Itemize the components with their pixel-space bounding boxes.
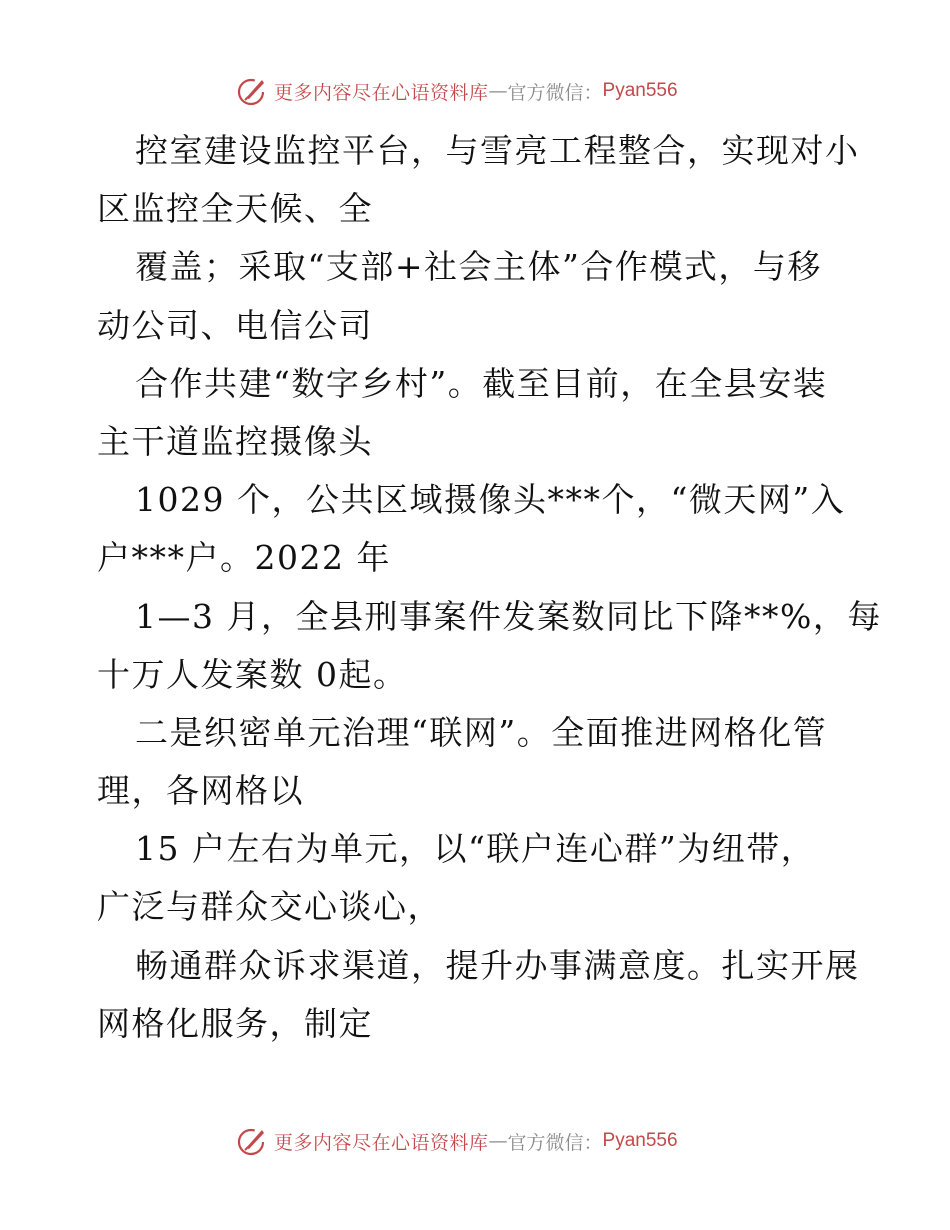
watermark-text: 更多内容尽在心语资料库 — [274, 81, 489, 104]
text-line: 理，各网格以 — [97, 771, 304, 811]
feather-pen-logo-icon — [236, 74, 270, 108]
watermark-dash: — — [488, 1130, 508, 1152]
text-line: 网格化服务，制定 — [97, 1003, 373, 1043]
footer-watermark — [236, 1124, 678, 1158]
text-line: 户***户。2022 年 — [97, 538, 391, 578]
text-line: 15 户左右为单元，以“联户连心群”为纽带， — [135, 829, 816, 869]
watermark-dash: — — [488, 80, 508, 102]
text-line: 动公司、电信公司 — [97, 305, 373, 345]
text-line: 覆盖；采取“支部+社会主体”合作模式，与移 — [135, 247, 822, 287]
text-line: 合作共建“数字乡村”。截至目前，在全县安装 — [135, 363, 828, 403]
text-line: 区监控全天候、全 — [97, 189, 373, 229]
text-line: 广泛与群众交心谈心， — [97, 887, 442, 927]
watermark-text: 更多内容尽在心语资料库 — [274, 1131, 489, 1154]
watermark-sub: 官方微信： — [507, 81, 603, 104]
text-line: 主干道监控摄像头 — [97, 421, 373, 461]
text-line: 1029 个，公共区域摄像头***个，“微天网”入 — [135, 480, 846, 520]
text-line: 1—3 月，全县刑事案件发案数同比下降**%，每 — [135, 596, 882, 636]
text-line: 畅通群众诉求渠道，提升办事满意度。扎实开展 — [135, 945, 860, 985]
watermark-wechat-id: Pyan556 — [602, 80, 678, 101]
watermark-sub: 官方微信： — [507, 1131, 603, 1154]
text-line: 控室建设监控平台，与雪亮工程整合，实现对小 — [135, 131, 860, 170]
text-line: 十万人发案数 0起。 — [97, 654, 408, 694]
feather-pen-logo-icon — [236, 1124, 270, 1158]
header-watermark — [236, 74, 678, 108]
text-line: 二是织密单元治理“联网”。全面推进网格化管 — [135, 712, 828, 752]
document-body — [97, 122, 882, 1053]
watermark-wechat-id: Pyan556 — [602, 1130, 678, 1151]
